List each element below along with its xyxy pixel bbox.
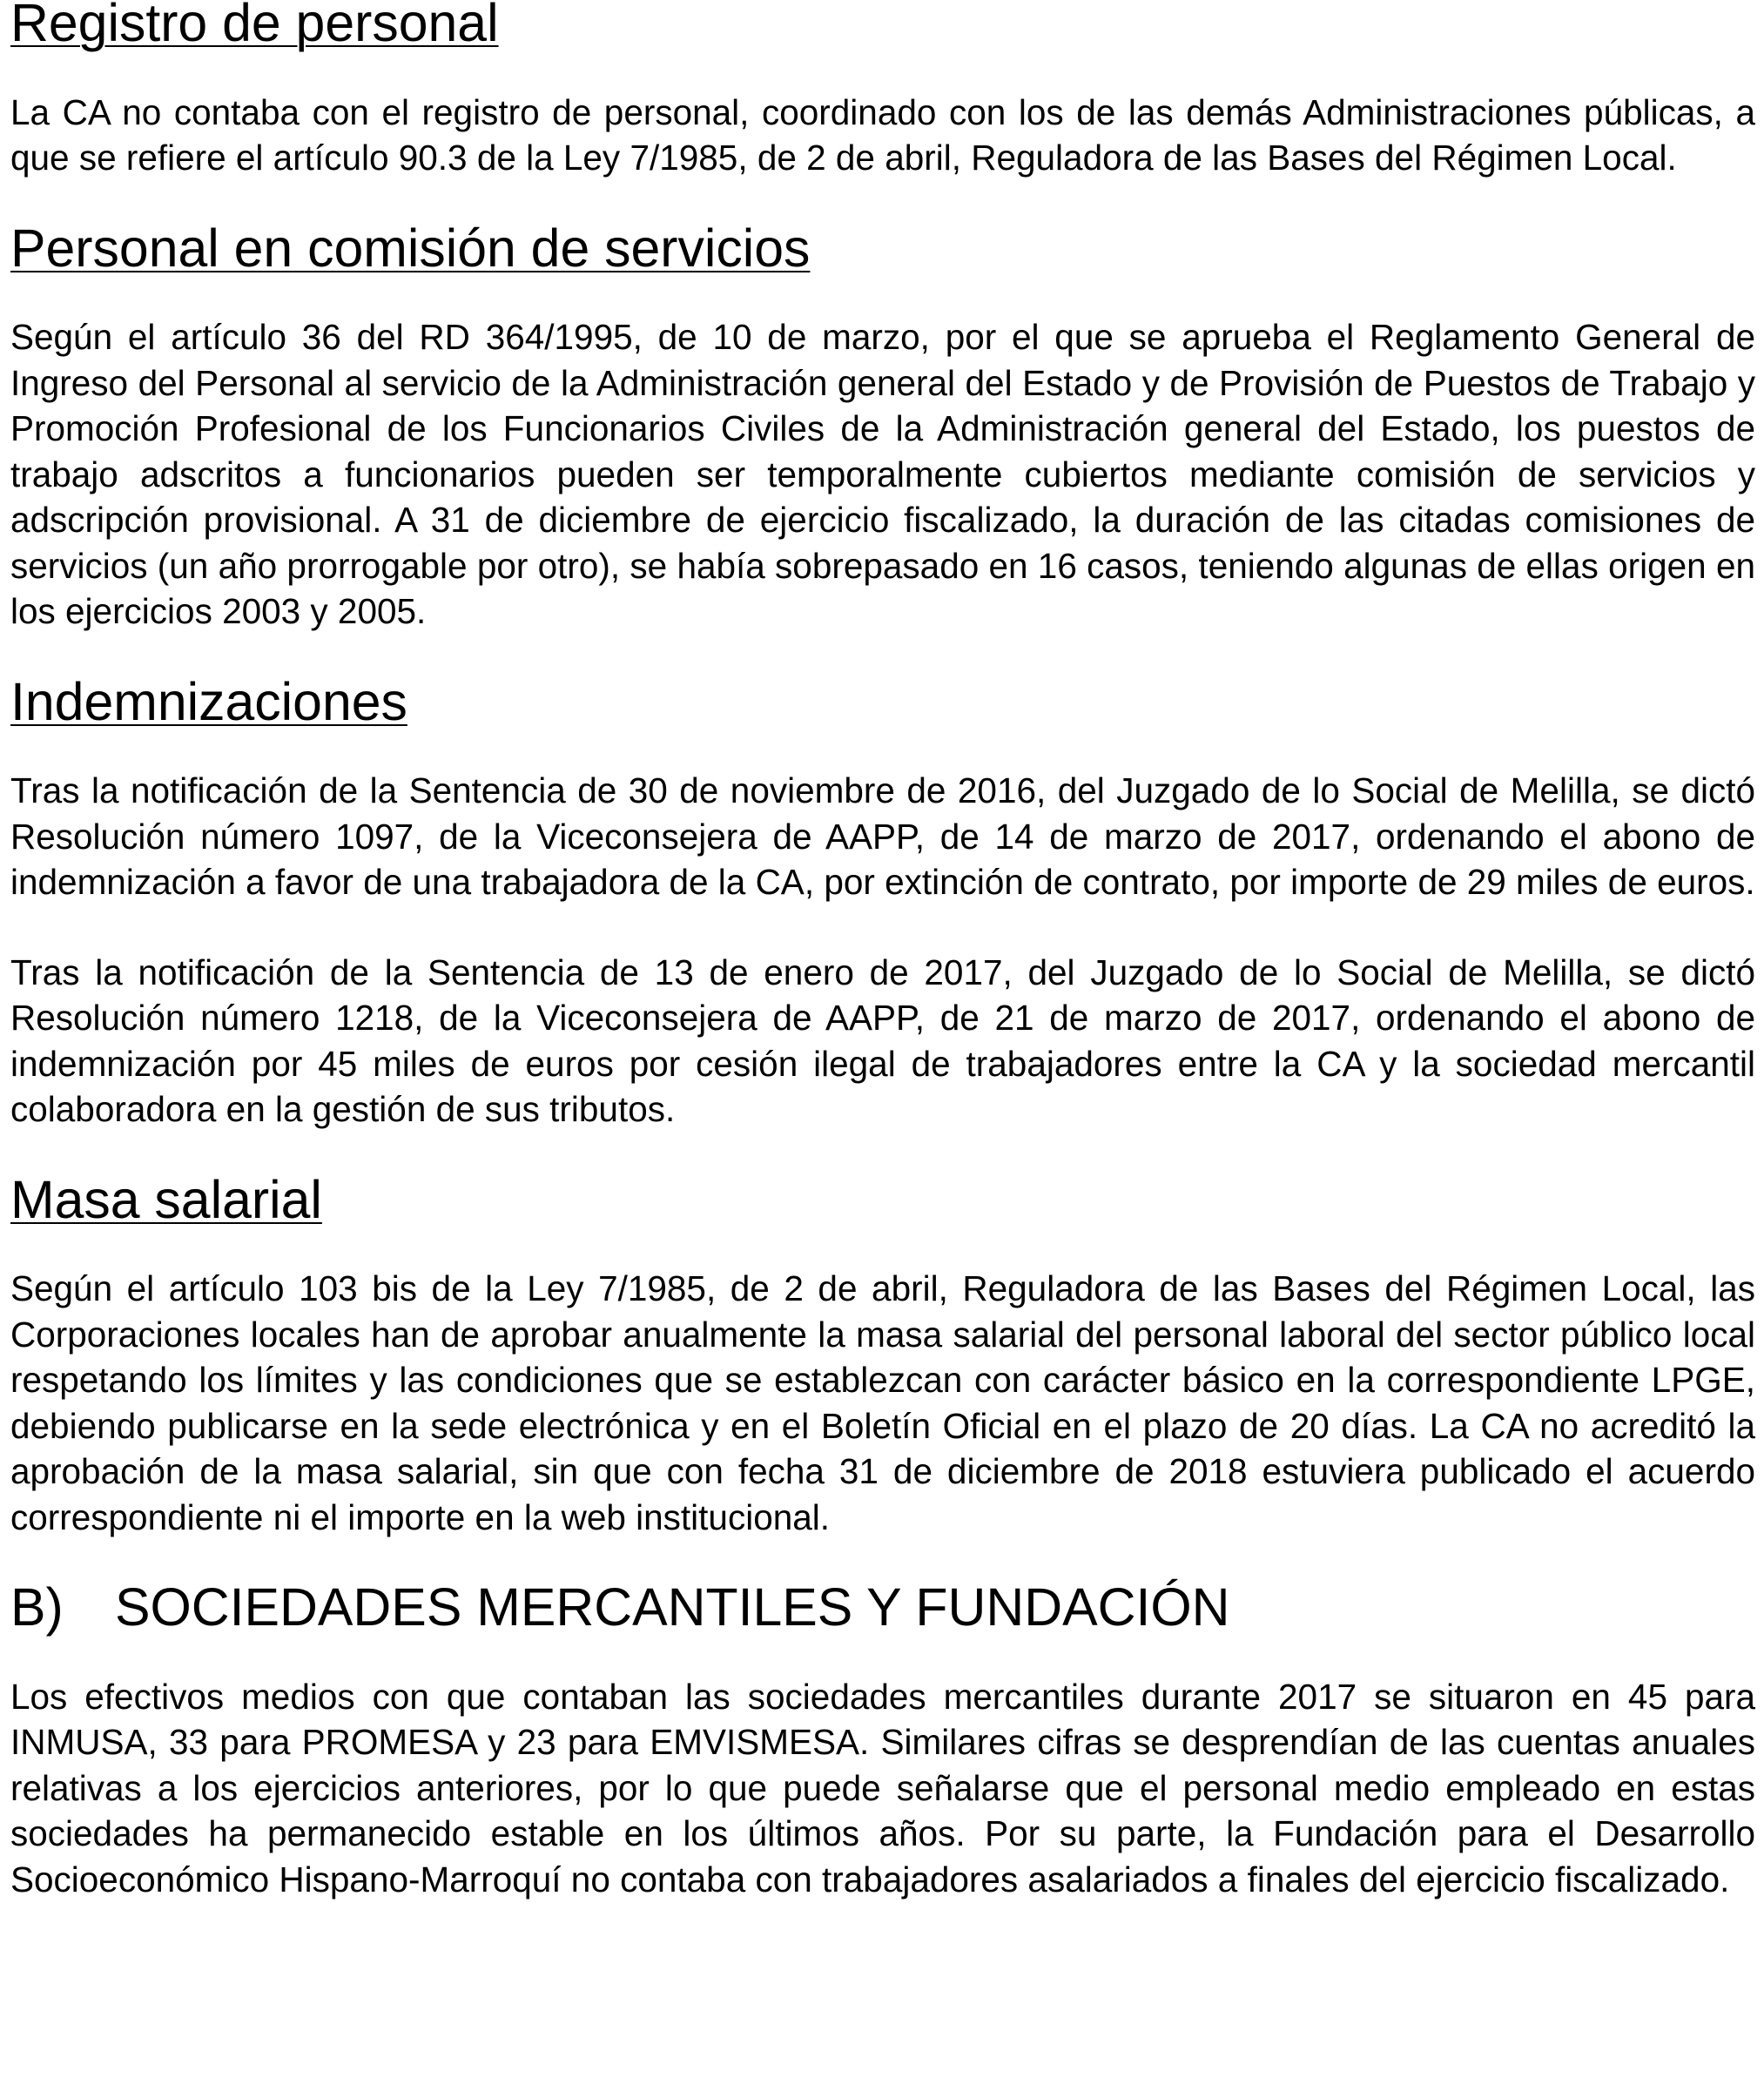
heading-personal-comision: Personal en comisión de servicios (10, 218, 811, 278)
section-title-sociedades (10, 1577, 1755, 1637)
heading-indemnizaciones: Indemnizaciones (10, 671, 407, 731)
document-page (10, 0, 1755, 1902)
heading-registro-personal: Registro de personal (10, 0, 499, 52)
section-letter: B) (10, 1577, 64, 1637)
paragraph-masa-salarial: Según el artículo 103 bis de la Ley 7/1985, de 2 de abril, Reguladora de las Bases del Régimen Local, las Corporaciones locales han de aprobar anualmente la masa salarial del personal laboral del sector público local respetando los límites y las condiciones que se establezcan con carácter básico en la correspondiente LPGE, debiendo publicarse en la sede electrónica y en el Boletín Oficial en el plazo de 20 días. La CA no acreditó la aprobación de la masa salarial, sin que con fecha 31 de diciembre de 2018 estuviera publicado el acuerdo correspondiente ni el importe en la web institucional. (10, 1268, 1755, 1537)
heading-masa-salarial: Masa salarial (10, 1169, 322, 1229)
paragraph-indemnizaciones-1: Tras la notificación de la Sentencia de 30 de noviembre de 2016, del Juzgado de lo Social de Melilla, se dictó Resolución número 1097, de la Viceconsejera de AAPP, de 14 de marzo de 2017, ordenando el abono de indemnización a favor de una trabajadora de la CA, por extinción de contrato, por importe de 29 miles de euros. (10, 770, 1755, 902)
paragraph-indemnizaciones-2: Tras la notificación de la Sentencia de 13 de enero de 2017, del Juzgado de lo Social de Melilla, se dictó Resolución número 1218, de la Viceconsejera de AAPP, de 21 de marzo de 2017, ordenando el abono de indemnización por 45 miles de euros por cesión ilegal de trabajadores entre la CA y la sociedad mercantil colaboradora en la gestión de sus tributos. (10, 951, 1755, 1129)
paragraph-sociedades: Los efectivos medios con que contaban las sociedades mercantiles durante 2017 se situaron en 45 para INMUSA, 33 para PROMESA y 23 para EMVISMESA. Similares cifras se desprendían de las cuentas anuales relativas a los ejercicios anteriores, por lo que puede señalarse que el personal medio empleado en estas sociedades ha permanecido estable en los últimos años. Por su parte, la Fundación para el Desarrollo Socioeconómico Hispano-Marroquí no contaba con trabajadores asalariados a finales del ejercicio fiscalizado. (10, 1676, 1755, 1899)
section-title-text: SOCIEDADES MERCANTILES Y FUNDACIÓN (115, 1577, 1230, 1637)
paragraph-personal-comision: Según el artículo 36 del RD 364/1995, de 10 de marzo, por el que se aprueba el Reglamento General de Ingreso del Personal al servicio de la Administración general del Estado y de Provisión de Puestos de Trabajo y Promoción Profesional de los Funcionarios Civiles de la Administración general del Estado, los puestos de trabajo adscritos a funcionarios pueden ser temporalmente cubiertos mediante comisión de servicios y adscripción provisional. A 31 de diciembre de ejercicio fiscalizado, la duración de las citadas comisiones de servicios (un año prorrogable por otro), se había sobrepasado en 16 casos, teniendo algunas de ellas origen en los ejercicios 2003 y 2005. (10, 317, 1755, 631)
paragraph-registro-personal: La CA no contaba con el registro de personal, coordinado con los de las demás Administraciones públicas, a que se refiere el artículo 90.3 de la Ley 7/1985, de 2 de abril, Reguladora de las Bases del Régimen Local. (10, 91, 1755, 178)
